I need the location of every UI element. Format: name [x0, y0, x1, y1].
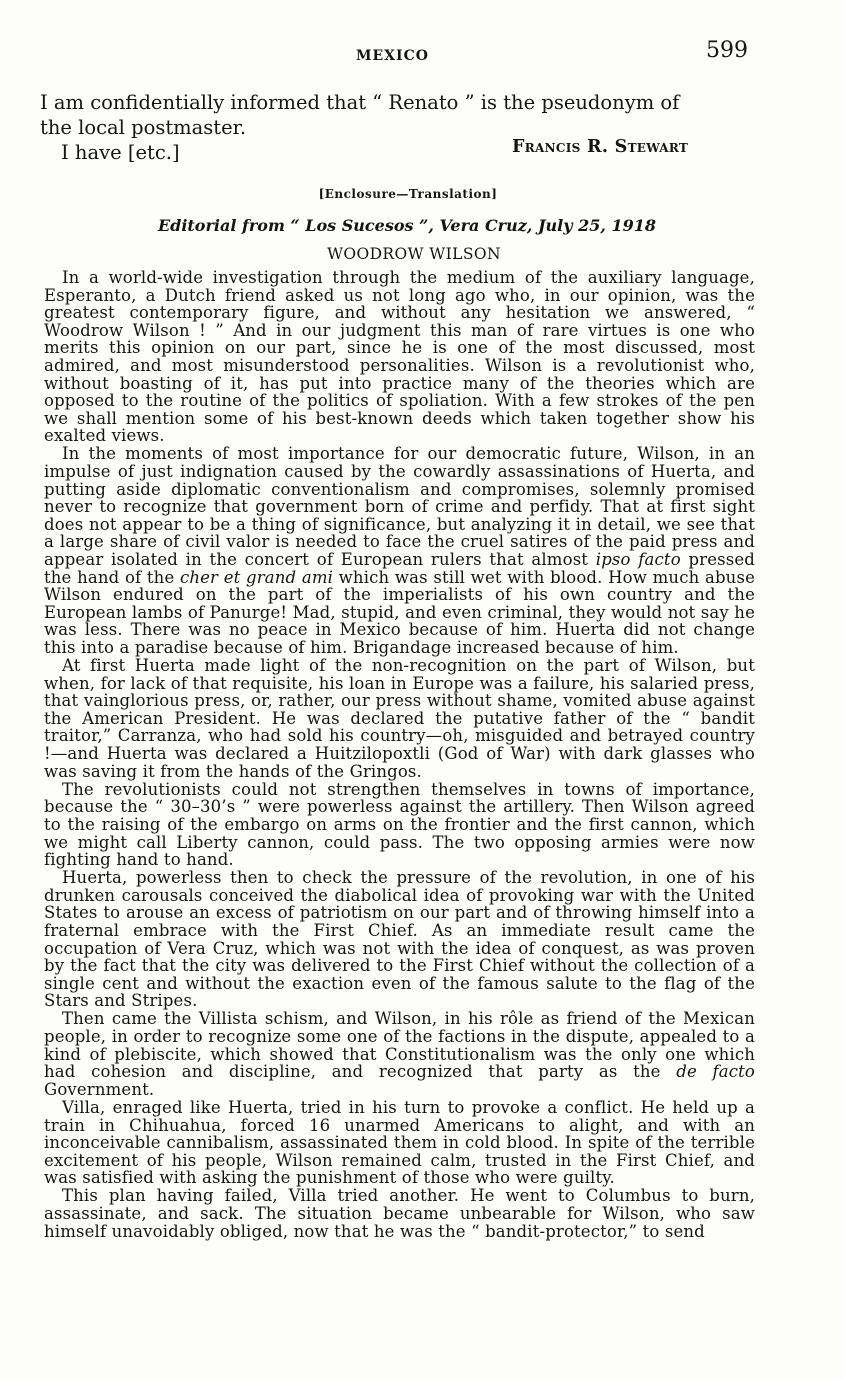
italic-phrase: cher et grand ami: [179, 567, 334, 587]
enclosure-label: [0, 187, 844, 201]
letter-closing: I have [etc.]: [61, 141, 180, 164]
paragraph: [44, 1187, 755, 1240]
paragraph: [44, 1099, 755, 1187]
editorial-body: [44, 269, 755, 1241]
page-number: 599: [706, 38, 748, 63]
paragraph-text: Huerta, powerless then to check the pressure of the revolution, in one of his drunken carousals conceived the diabolical idea of provoking war with the United States to arouse an excess of patriotism on our part and of throwing himself into a fraternal embrace with the First Chief. As an immediate result came the occupation of Vera Cruz, which was not with the idea of conquest, as was proven by the fact that the city was delivered to the First Chief without the collection of a single cent and without the exaction even of the famous salute to the flag of the Stars and Stripes.: [44, 868, 755, 1011]
letter-line: I am confidentially informed that “ Renato ” is the pseudonym of: [40, 91, 680, 114]
paragraph-text: In the moments of most importance for our democratic future, Wilson, in an impulse of just indignation caused by the cowardly assassinations of Huerta, and putting aside diplomatic conventionalism and compromises, solemnly promised never to recognize that government born of crime and perfidy. That at first sight does not appear to be a thing of significance, but analyzing it in detail, we see that a large share of civil valor is needed to face the cruel satires of the paid press and appear isolated in the concert of European rulers that almost: [44, 444, 755, 569]
paragraph: [44, 657, 755, 780]
paragraph-text: The revolutionists could not strengthen themselves in towns of importance, because the “ 30–30’s ” were powerless against the artillery. Then Wilson agreed to the raising of the embargo on arms on the frontier and the first cannon, which we might call Liberty cannon, could pass. The two opposing armies were now fighting hand to hand.: [44, 779, 755, 870]
paragraph-text: Government.: [44, 1079, 155, 1099]
document-title: [0, 245, 844, 263]
paragraph: [44, 269, 755, 445]
paragraph: [44, 1010, 755, 1098]
paragraph-text: which was still wet with blood. How much abuse Wilson endured on the part of the imperialists of his own country and the European lambs of Panurge! Mad, stupid, and even criminal, they would not say he was less. There was no peace in Mexico because of him. Huerta did not change this into a paradise because of him. Brigandage increased because of him.: [44, 567, 755, 657]
signature: Francis R. Stewart: [512, 137, 689, 157]
italic-phrase: de facto: [676, 1062, 755, 1082]
paragraph: [44, 781, 755, 869]
paragraph-text: In a world-wide investigation through the medium of the auxiliary language, Esperanto, a Dutch friend asked us not long ago who, in our opinion, was the greatest contemporary figure, and without any hesitation we answered, “ Woodrow Wilson ! ” And in our judgment this man of rare virtues is one who merits this opinion on our part, since he is one of the most discussed, most admired, and most misunderstood personalities. Wilson is a revolutionist who, without boasting of it, has put into practice many of the theories which are opposed to the routine of the politics of spoliation. With a few strokes of the pen we shall mention some of his best-known deeds which taken together show his exalted views.: [44, 268, 755, 446]
paragraph-text: This plan having failed, Villa tried another. He went to Columbus to burn, assassinate, and sack. The situation became unbearable for Wilson, who saw himself unavoidably obliged, now that he was the “ bandit-protector,” to send: [44, 1186, 755, 1241]
paragraph-text: Then came the Villista schism, and Wilson, in his rôle as friend of the Mexican people, in order to recognize some one of the factions in the dispute, appealed to a kind of plebiscite, which showed that Constitutionalism was the only one which had cohesion and discipline, and recognized that party as the: [44, 1009, 755, 1082]
running-head: MEXICO: [356, 48, 429, 64]
editorial-source-text: Editorial from “ Los Sucesos ”, Vera Cruz, July 25, 1918: [157, 216, 657, 235]
paragraph-text: Villa, enraged like Huerta, tried in his turn to provoke a conflict. He held up a train in Chihuahua, forced 16 unarmed Americans to alight, and with an inconceivable cannibalism, assassinated them in cold blood. In spite of the terrible excitement of his people, Wilson remained calm, trusted in the First Chief, and was satisfied with asking the punishment of those who were guilty.: [44, 1097, 755, 1188]
paragraph-text: pressed the hand of the: [44, 550, 755, 587]
document-title-text: WOODROW WILSON: [327, 245, 501, 263]
paragraph-text: At first Huerta made light of the non-recognition on the part of Wilson, but when, for lack of that requisite, his loan in Europe was a failure, his salaried press, that vainglorious press, or, rather, our press without shame, vomited abuse against the American President. He was declared the putative father of the “ bandit traitor,” Carranza, who had sold his country—oh, misguided and betrayed country !—and Huerta was declared a Huitzilopoxtli (God of War) with dark glasses who was saving it from the hands of the Gringos.: [44, 656, 755, 781]
italic-phrase: ipso facto: [595, 550, 681, 569]
paragraph: [44, 445, 755, 656]
paragraph: [44, 869, 755, 1010]
enclosure-label-text: [Enclosure—Translation]: [318, 187, 498, 201]
letter-line: the local postmaster.: [40, 116, 247, 139]
editorial-source: [0, 216, 844, 235]
